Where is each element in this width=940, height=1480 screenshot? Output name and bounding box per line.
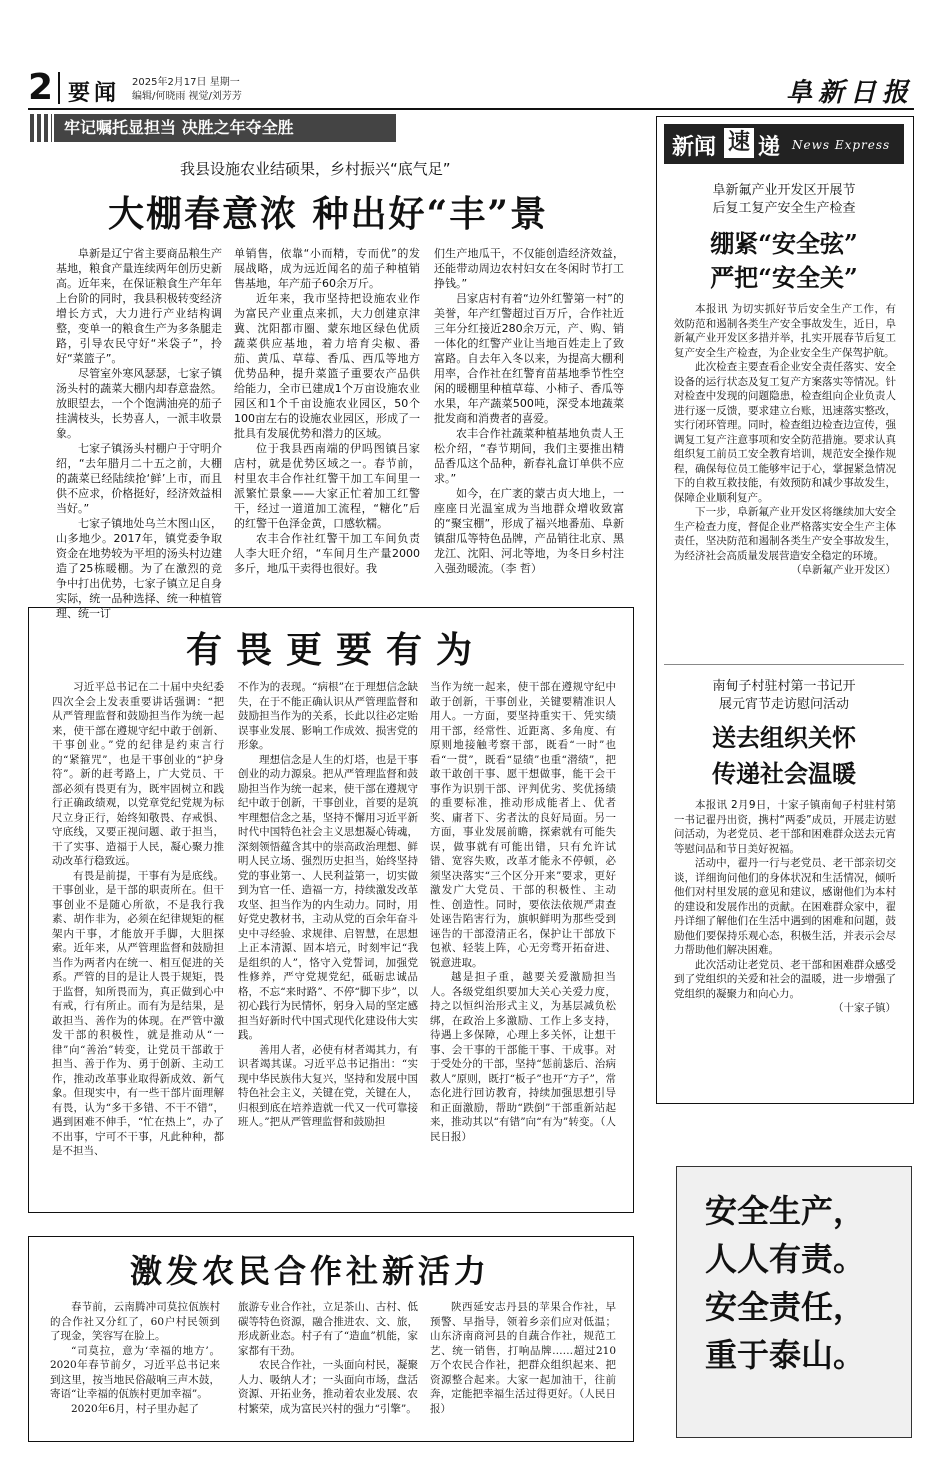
story1-title-1: 绷紧“安全弦” bbox=[710, 229, 858, 258]
paragraph: 不作为的表现。“病根”在于理想信念缺失，在于不能正确认识从严管理监督和鼓励担当作为的关系，长此以往必定贻误事业发展、影响工作成效、损害党的形象。 bbox=[238, 681, 418, 751]
paragraph: 尽管室外寒风瑟瑟，七家子镇汤头村的蔬菜大棚内却春意盎然。放眼望去，一个个饱满油亮的茄子挂满枝头，长势喜人，一派丰收景象。 bbox=[56, 367, 222, 440]
page-number: 2 bbox=[28, 67, 54, 108]
paragraph: 活动中，翟丹一行与老党员、老干部亲切交谈，详细询问他们的身体状况和生活情况，倾听他们对村里发展的意见和建议，感谢他们为本村的建设和发展作出的贡献。在困难群众家中，翟丹详细了解他们在生活中遇到的困难和问题，鼓励他们要保持乐观心态，积极生活，并表示会尽力帮助他们解决困难。 bbox=[674, 857, 896, 956]
story2-title-2: 传递社会温暖 bbox=[712, 759, 856, 788]
paragraph: 吕家店村有着“边外红警第一村”的美誉，年产红警超过百万斤，合作社近三年分红接近280余万元，产、购、销一体化的红警产业让当地百姓走上了致富路。自去年入冬以来，为提高大棚利用率，合作社在红警育苗基地季节性空闲的暖棚里种植草莓、小柿子、香瓜等水果，年产蔬菜500吨，深受本地蔬菜批发商和消费者的喜爱。 bbox=[434, 292, 624, 425]
paragraph: 本报讯 为切实抓好节后安全生产工作，有效防范和遏制各类生产安全事故发生，近日，阜新氟产业开发区多措并举，扎实开展春节后复工复产安全生产检查，为企业安全生产保驾护航。 bbox=[674, 303, 896, 359]
paragraph: 善用人者，必使有材者竭其力，有识者竭其谋。习近平总书记指出：“实现中华民族伟大复兴，坚持和发展中国特色社会主义，关键在党，关键在人，归根到底在培养造就一代又一代可靠接班人。”把从严管理监督和鼓励担 bbox=[238, 1043, 418, 1128]
paragraph: 此次活动让老党员、老干部和困难群众感受到了党组织的关爱和社会的温暖，进一步增强了党组织的凝聚力和向心力。 bbox=[674, 958, 896, 1000]
story2-kicker-2: 展元宵节走访慰问活动 bbox=[718, 697, 849, 712]
commentary-title: 有畏更要有为 bbox=[186, 629, 487, 671]
commentary-column-2 bbox=[238, 680, 418, 1130]
date-line: 2025年2月17日 星期一 bbox=[132, 77, 240, 88]
masthead bbox=[28, 68, 914, 108]
story2-source: （十家子镇） bbox=[833, 1002, 896, 1014]
paper-name: 阜新日报 bbox=[785, 78, 914, 108]
paragraph: 位于我县西南端的伊吗图镇吕家店村，就是优势区域之一。春节前，村里农丰合作社红警干加工车间里一派繁忙景象——大家正忙着加工红警干，经过一道道加工流程，“糖化”后的红警干色泽金黄，口感软糯。 bbox=[234, 442, 420, 530]
paragraph: 2020年6月，村子里办起了 bbox=[71, 1402, 199, 1415]
safety-slogan bbox=[676, 1166, 912, 1438]
paragraph: 单销售，依靠“小而精，专而优”的发展战略，成为远近闻名的茄子种植销售基地，年产茄子60余万斤。 bbox=[234, 247, 420, 290]
lead-column-1 bbox=[56, 246, 222, 621]
paragraph: 旅游专业合作社，立足茶山、古村、低碳等特色资源，融合推进农、文、旅，形成新业态。村子有了“造血”机能，家家都有干劲。 bbox=[238, 1301, 418, 1357]
paragraph: 七家子镇地处乌兰木图山区，山多地少。2017年，镇党委争取资金在地势较为平坦的汤头村边建造了25栋暖棚。为了在激烈的竞争中打出优势，七家子镇立足自身实际，统一品种选择、统一种植管理、统一订 bbox=[56, 517, 222, 620]
paragraph: 本报讯 2月9日，十家子镇南甸子村驻村第一书记翟丹出资，携村“两委”成员，开展走访慰问活动，为老党员、老干部和困难群众送去元宵等慰问品和节日美好祝福。 bbox=[674, 799, 896, 855]
story2-body bbox=[674, 798, 896, 1016]
news-express-label-1: 新闻 bbox=[672, 135, 717, 160]
masthead-divider bbox=[58, 72, 60, 104]
paragraph: “司莫拉，意为‘幸福的地方’。2020年春节前夕，习近平总书记来到这里，按当地民俗敲响三声木鼓，寄语“让幸福的佤族村更加幸福”。 bbox=[50, 1344, 220, 1400]
paragraph: 理想信念是人生的灯塔，也是干事创业的动力源泉。把从严管理监督和鼓励担当作为统一起来，使干部在遵规守纪中敢于创新，干事创业，首要的是筑牢理想信念之基，坚持不懈用习近平新时代中国特色社会主义思想凝心铸魂，深刻领悟蕴含其中的崇高政治理想、鲜明人民立场、强烈历史担当，始终坚持党的事业第一、人民利益第一，切实做到为官一任、造福一方，持续激发改革攻坚、担当作为的内生动力。同时，用好党史教材书，主动从党的百余年奋斗史中寻经验、求规律、启智慧，在思想上正本清源、固本培元，时刻牢记“我是组织的人”，恪守入党誓词，加强党性修养，严守党规党纪，砥砺忠诚品格，不忘“来时路”、不停“脚下步”，以初心践行为民情怀，躬身入局的坚定感担当好新时代中国式现代化建设伟大实践。 bbox=[238, 753, 418, 1041]
news-express-label-3: 递 bbox=[758, 135, 781, 160]
right-divider bbox=[664, 664, 904, 665]
paragraph: 春节前，云南腾冲司莫拉佤族村的合作社又分红了，60户村民领到了现金，笑容写在脸上。 bbox=[50, 1301, 220, 1342]
story1-kicker-2: 后复工复产安全生产检查 bbox=[712, 201, 856, 216]
story2-kicker-1: 南甸子村驻村第一书记开 bbox=[712, 679, 856, 694]
story1-title-2: 严把“安全关” bbox=[710, 263, 858, 292]
coop-title: 激发农民合作社新活力 bbox=[130, 1252, 491, 1290]
editor-line: 编辑/何晓雨 视觉/刘芳芳 bbox=[132, 91, 242, 102]
slogan-line-2: 人人有责。 bbox=[705, 1240, 866, 1278]
slogan-line-3: 安全责任， bbox=[705, 1288, 866, 1326]
news-express-label-2: 速 bbox=[724, 128, 754, 158]
banner-text: 牢记嘱托显担当 决胜之年夺全胜 bbox=[54, 114, 396, 142]
paragraph: 阜新是辽宁省主要商品粮生产基地，粮食产量连续两年创历史新高。近年来，在保证粮食生产年年上台阶的同时，我县积极转变经济增长方式，大力进行产业结构调整，变单一的粮食生产为多条腿走路，引导农民守好“米袋子”，拎好“菜篮子”。 bbox=[56, 247, 222, 365]
paragraph: 农民合作社，一头面向村民，凝聚人力、吸纳人才；一头面向市场，盘活资源、开拓业务，推动着农业发展、农村繁荣，成为富民兴村的强力“引擎”。 bbox=[238, 1359, 418, 1415]
paragraph: 近年来，我市坚持把设施农业作为富民产业重点来抓，大力创建京津冀、沈阳都市圈、蒙东地区绿色优质蔬菜供应基地，着力培育尖椒、番茄、黄瓜、草莓、香瓜、西瓜等地方优势品种，提升菜篮子重要农产品供给能力，全市已建成1个万亩设施农业园区和1个千亩设施农业园区，50个100亩左右的设施农业园区，形成了一批具有发展优势和潜力的区域。 bbox=[234, 292, 420, 440]
paragraph: 农丰合作社红警干加工车间负责人李大旺介绍，“车间月生产量2000多斤，地瓜干卖得也很好。我 bbox=[234, 532, 420, 575]
paragraph: 们生产地瓜干，不仅能创造经济效益，还能带动周边农村妇女在冬闲时节打工挣钱。” bbox=[434, 247, 624, 290]
paragraph: 如今，在广袤的蒙古贞大地上，一座座日光温室成为当地群众增收致富的“聚宝棚”，形成了福兴地番茄、阜新镇甜瓜等特色品牌，产品销往北京、黑龙江、沈阳、河北等地，为冬日乡村注入强劲暖流。（李 哲） bbox=[434, 487, 624, 575]
news-express-english: News Express bbox=[792, 138, 891, 152]
story2-title-1: 送去组织关怀 bbox=[712, 723, 856, 752]
banner bbox=[30, 114, 396, 142]
commentary-column-1 bbox=[52, 680, 224, 1159]
paragraph: 陕西延安志丹县的苹果合作社，早预警、早指导，领着乡亲们应对低温；山东济南商河县的自蔬合作社，规范工艺、统一销售，打响品牌……超过210万个农民合作社，把群众组织起来、把资源整合起来。大家一起加油干，往前奔，定能把幸福生活过得更好。（人民日报） bbox=[430, 1301, 616, 1415]
paragraph: 下一步，阜新氟产业开发区将继续加大安全生产检查力度，督促企业严格落实安全生产主体责任，坚决防范和遏制各类生产安全事故发生，为经济社会高质量发展营造安全稳定的环境。 bbox=[674, 506, 896, 562]
paragraph: 此次检查主要查看企业安全责任落实、安全设备的运行状态及复工复产方案落实等情况。针对检查中发现的问题隐患，检查组向企业负责人进行逐一反馈，要求建立台账，迅速落实整改，实行闭环管理。同时，检查组边检查边宣传，强调复工复产注意事项和安全防范措施。要求认真组织复工前员工安全教育培训，规范安全操作规程，确保每位员工能够牢记于心，掌握紧急情况下的自救互救技能，有效预防和减少事故发生，保障企业顺利复产。 bbox=[674, 361, 896, 504]
lead-column-2 bbox=[234, 246, 420, 576]
lead-title: 大棚春意浓 种出好“丰”景 bbox=[108, 193, 548, 235]
paragraph: 习近平总书记在二十届中央纪委四次全会上发表重要讲话强调：“把从严管理监督和鼓励担当作为统一起来，使干部在遵规守纪中敢于创新、干事创业。”党的纪律是约束言行的“紧箍咒”，也是干事创业的“护身符”。新的赶考路上，广大党员、干部必须有畏更有为，既牢固树立和践行正确政绩观，以党章党纪党规为标尺立身正行，始终知敬畏、存戒惧、守底线，又要正视问题、敢于担当，干了实事、造福于人民，凝心聚力推动改革行稳致远。 bbox=[52, 681, 224, 867]
story1-kicker-1: 阜新氟产业开发区开展节 bbox=[712, 183, 856, 198]
paragraph: 七家子镇汤头村棚户于守明介绍，“去年腊月二十五之前，大棚的蔬菜已经陆续抢‘鲜’上市，而且供不应求，价格挺好，经济效益相当好。” bbox=[56, 442, 222, 515]
story1-source: （阜新氟产业开发区） bbox=[791, 564, 896, 576]
section-name: 要闻 bbox=[68, 81, 121, 106]
paragraph: 有畏是前提，干事有为是底线。干事创业，是干部的职责所在。但干事创业不是随心所欲，不是我行我素、胡作非为，必须在纪律规矩的框架内干事，才能放开手脚，大胆探索。近年来，从严管理监督和鼓励担当作为两者内在统一、相互促进的关系。严管的目的是让人畏于规矩，畏于监督，知所畏而为，真正做到心中有戒，行有所止。而有为是结果，是敢担当、善作为的体现。在严管中激发干部的积极性，就是推动从“一律”向“善治”转变，让党员干部敢于担当、善于作为、勇于创新、主动工作，推动改革事业取得新成效、新气象。但现实中，有一些干部片面理解有畏，认为“多干多错、不干不错”，遇到困难不伸手，“忙在热上”，办了不出事，宁可不干事，凡此种种，都是不担当、 bbox=[52, 869, 224, 1157]
paragraph: 越是担子重，越要关爱激励担当人。各级党组织要加大关心关爱力度，持之以恒纠治形式主义，为基层减负松绑，在政治上多激励、工作上多支持，待遇上多保障，心理上多关怀，让想干事、会干事的干部能干事、干成事。对于受处分的干部，坚持“惩前毖后、治病救人”原则，既打“板子”也开“方子”，常态化进行回访教育，持续加强思想引导和正面激励，帮助“跌倒”干部重新站起来，推动其以“有错”向“有为”转变。（人民日报） bbox=[430, 971, 616, 1143]
news-express-header bbox=[664, 124, 904, 164]
commentary-column-3 bbox=[430, 680, 616, 1144]
slogan-line-4: 重于泰山。 bbox=[705, 1336, 866, 1374]
coop-column-3 bbox=[430, 1300, 616, 1416]
coop-column-2 bbox=[238, 1300, 418, 1416]
coop-column-1 bbox=[50, 1300, 220, 1416]
slogan-line-1: 安全生产， bbox=[705, 1192, 866, 1230]
lead-kicker: 我县设施农业结硕果，乡村振兴“底气足” bbox=[180, 160, 451, 178]
masthead-rule bbox=[28, 108, 914, 110]
lead-column-3 bbox=[434, 246, 624, 576]
paragraph: 当作为统一起来，使干部在遵规守纪中敢于创新，干事创业，关键要精准识人用人。一方面，要坚持重实干、凭实绩用干部，经常性、近距离、多角度、有原则地接触考察干部，既看“一时”也看“一贯”，既看“显绩”也重“潜绩”，把敢干敢创干事、愿干想做事，能干会干事作为识别干部、评判优劣、奖优扬绩的重要标准，推动形成能者上、优者奖、庸者下、劣者汰的良好局面。另一方面，事业发展前瞻，探索就有可能失误，做事就有可能出错，只有允许试错、宽容失败，改革才能永不停顿，必须坚决落实“三个区分开来”要求，更好激发广大党员、干部的积极性、主动性、创造性。同时，要依法依规严肃查处诬告陷害行为，旗帜鲜明为那些受到诬告的干部澄清正名，保护让干部放下包袱、轻装上阵，心无旁骛开拓奋进、锐意进取。 bbox=[430, 681, 616, 969]
banner-stripes bbox=[30, 114, 52, 142]
paragraph: 农丰合作社蔬菜种植基地负责人王松介绍，“春节期间，我们主要推出精品香瓜这个品种，新春礼盒订单供不应求。” bbox=[434, 427, 624, 485]
story1-body bbox=[674, 302, 896, 578]
